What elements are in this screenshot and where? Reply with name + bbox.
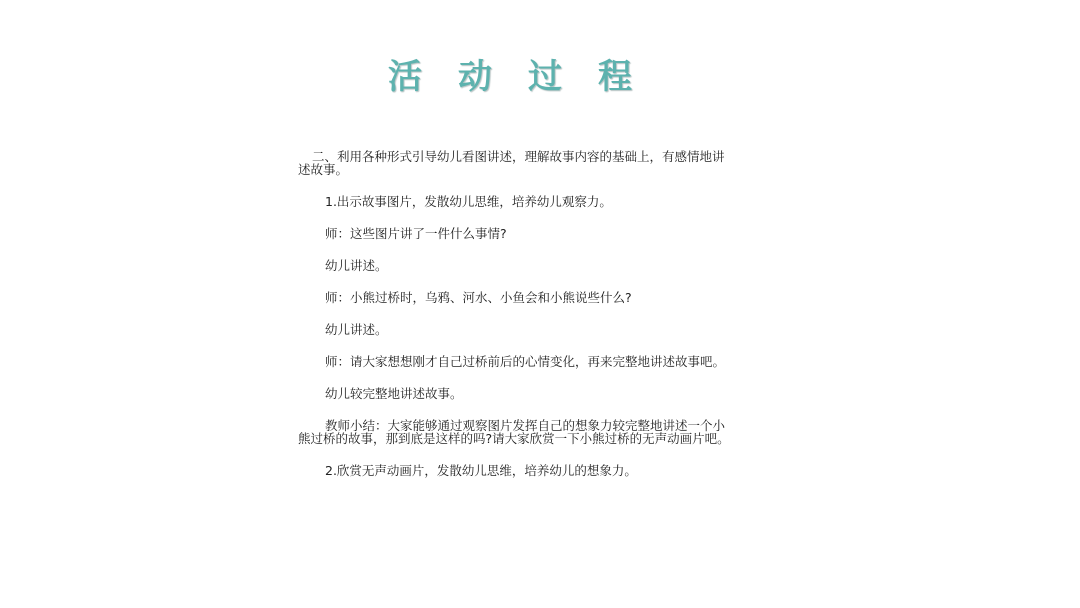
step-heading: 1.出示故事图片，发散幼儿思维，培养幼儿观察力。	[325, 194, 612, 209]
step-heading: 2.欣赏无声动画片，发散幼儿思维，培养幼儿的想象力。	[325, 463, 637, 478]
teacher-question: 师：这些图片讲了一件什么事情?	[325, 226, 507, 241]
teacher-question: 师：小熊过桥时，乌鸦、河水、小鱼会和小熊说些什么?	[325, 290, 632, 305]
title-char: 过	[528, 56, 562, 97]
slide-title	[380, 50, 640, 96]
section-heading: 二、利用各种形式引导幼儿看图讲述，理解故事内容的基础上，有感情地讲述故事。	[298, 149, 725, 177]
title-char: 程	[598, 56, 632, 97]
child-response: 幼儿讲述。	[325, 322, 388, 337]
slide-body	[298, 150, 730, 477]
teacher-summary: 教师小结：大家能够通过观察图片发挥自己的想象力较完整地讲述一个小熊过桥的故事，那到底是这样的吗?请大家欣赏一下小熊过桥的无声动画片吧。	[298, 418, 730, 446]
title-char: 活	[388, 56, 422, 97]
teacher-instruction: 师：请大家想想刚才自己过桥前后的心情变化，再来完整地讲述故事吧。	[325, 354, 726, 369]
child-response: 幼儿较完整地讲述故事。	[325, 386, 463, 401]
child-response: 幼儿讲述。	[325, 258, 388, 273]
title-char: 动	[458, 56, 492, 97]
